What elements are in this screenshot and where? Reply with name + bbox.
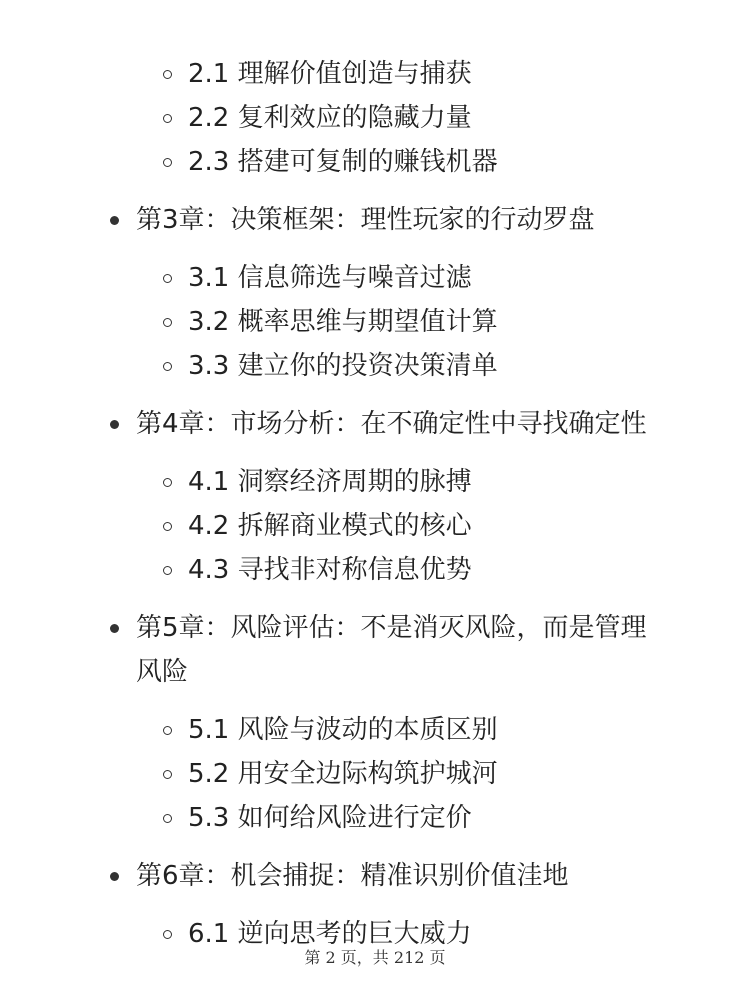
section-list — [0, 52, 750, 184]
toc-chapter-item[interactable] — [0, 606, 750, 694]
hollow-bullet-icon — [163, 566, 172, 575]
toc-section-item[interactable] — [0, 256, 750, 300]
page-number-footer: 第 2 页，共 212 页 — [304, 948, 446, 967]
toc-section-item[interactable] — [0, 96, 750, 140]
toc-section-label: 4.2 拆解商业模式的核心 — [188, 511, 472, 541]
filled-bullet-icon — [110, 872, 119, 881]
hollow-bullet-icon — [163, 158, 172, 167]
toc-section-label: 2.2 复利效应的隐藏力量 — [188, 103, 472, 133]
section-list — [0, 256, 750, 388]
toc-section-item[interactable] — [0, 796, 750, 840]
table-of-contents — [0, 52, 750, 956]
hollow-bullet-icon — [163, 770, 172, 779]
hollow-bullet-icon — [163, 274, 172, 283]
toc-section-label: 5.1 风险与波动的本质区别 — [188, 715, 498, 745]
hollow-bullet-icon — [163, 478, 172, 487]
toc-section-label: 3.2 概率思维与期望值计算 — [188, 307, 498, 337]
hollow-bullet-icon — [163, 522, 172, 531]
hollow-bullet-icon — [163, 318, 172, 327]
toc-chapter-item[interactable] — [0, 854, 750, 898]
hollow-bullet-icon — [163, 70, 172, 79]
toc-section-label: 5.3 如何给风险进行定价 — [188, 803, 472, 833]
toc-chapter-label: 第6章：机会捕捉：精准识别价值洼地 — [136, 861, 569, 891]
toc-chapter-item[interactable] — [0, 402, 750, 446]
toc-chapter-label: 第3章：决策框架：理性玩家的行动罗盘 — [136, 205, 595, 235]
toc-section-item[interactable] — [0, 504, 750, 548]
section-list — [0, 708, 750, 840]
toc-section-item[interactable] — [0, 548, 750, 592]
toc-chapter-label: 第4章：市场分析：在不确定性中寻找确定性 — [136, 409, 647, 439]
filled-bullet-icon — [110, 624, 119, 633]
hollow-bullet-icon — [163, 726, 172, 735]
toc-section-label: 2.1 理解价值创造与捕获 — [188, 59, 472, 89]
toc-section-label: 5.2 用安全边际构筑护城河 — [188, 759, 498, 789]
toc-section-label: 4.1 洞察经济周期的脉搏 — [188, 467, 472, 497]
toc-chapter-item[interactable] — [0, 198, 750, 242]
toc-section-label: 4.3 寻找非对称信息优势 — [188, 555, 472, 585]
filled-bullet-icon — [110, 216, 119, 225]
toc-chapter-label: 第5章：风险评估：不是消灭风险，而是管理风险 — [136, 613, 647, 687]
hollow-bullet-icon — [163, 930, 172, 939]
hollow-bullet-icon — [163, 814, 172, 823]
toc-section-label: 3.3 建立你的投资决策清单 — [188, 351, 498, 381]
toc-section-item[interactable] — [0, 708, 750, 752]
toc-section-label: 3.1 信息筛选与噪音过滤 — [188, 263, 472, 293]
toc-section-label: 2.3 搭建可复制的赚钱机器 — [188, 147, 498, 177]
toc-section-item[interactable] — [0, 52, 750, 96]
hollow-bullet-icon — [163, 114, 172, 123]
toc-section-item[interactable] — [0, 752, 750, 796]
toc-section-label: 6.1 逆向思考的巨大威力 — [188, 919, 472, 949]
hollow-bullet-icon — [163, 362, 172, 371]
toc-section-item[interactable] — [0, 460, 750, 504]
section-list — [0, 460, 750, 592]
toc-section-item[interactable] — [0, 300, 750, 344]
toc-section-item[interactable] — [0, 344, 750, 388]
filled-bullet-icon — [110, 420, 119, 429]
toc-section-item[interactable] — [0, 140, 750, 184]
